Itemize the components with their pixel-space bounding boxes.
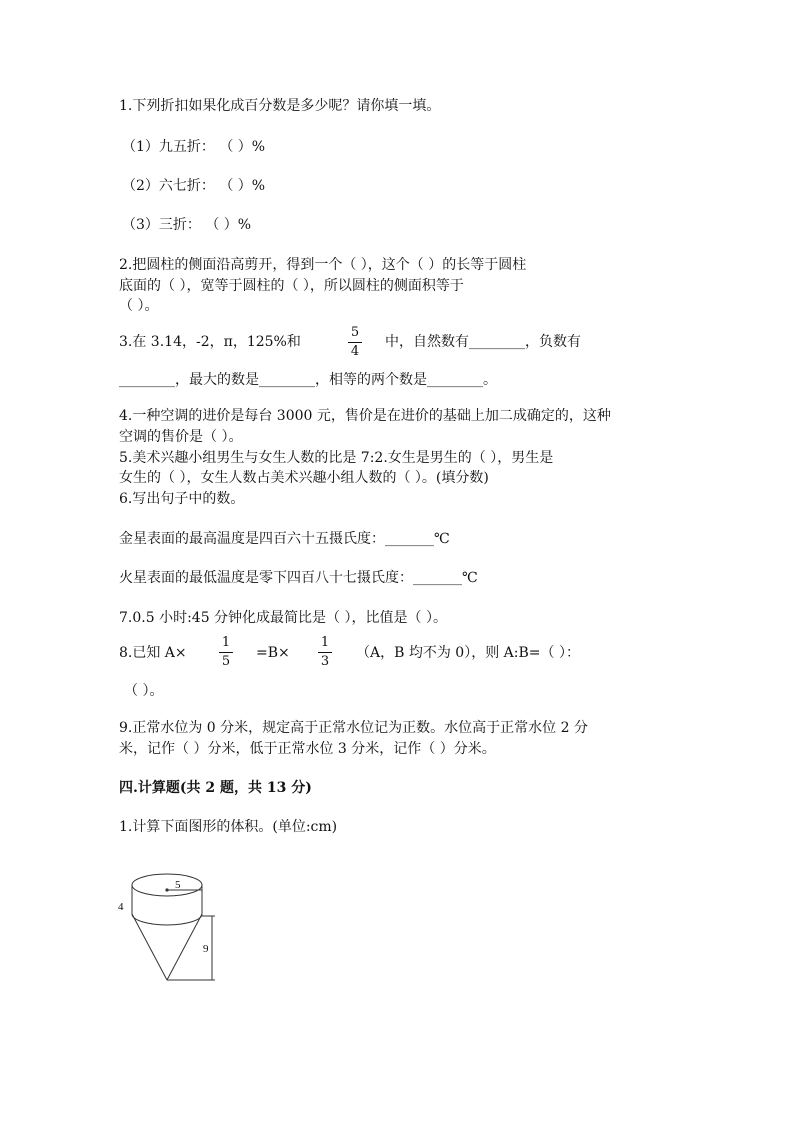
q7-line-1: 7.0.5 小时:45 分钟化成最简比是（ ），比值是（ ）。 [119, 610, 447, 626]
q8-frac1-num: 1 [221, 635, 231, 650]
cone-height-label: 9 [203, 943, 209, 955]
cylinder-bottom-edge [132, 914, 202, 925]
q2-line-2: 底面的（ ），宽等于圆柱的（ ），所以圆柱的侧面积等于 [119, 278, 464, 294]
section-4-q1: 1.计算下面图形的体积。(单位:cm) [119, 819, 338, 835]
q5-line-1: 5.美术兴趣小组男生与女生人数的比是 7:2.女生是男生的（ ），男生是 [119, 450, 554, 466]
q8-frac2-den: 3 [320, 654, 330, 669]
q2-line-3: （ ）。 [119, 298, 159, 314]
q1-item-3: （3）三折： （ ）% [122, 217, 252, 233]
q5-line-2: 女生的（ ），女生人数占美术兴趣小组人数的（ ）。(填分数) [119, 470, 489, 486]
q8-part-2: =B× [256, 645, 290, 661]
q8-part-3: （A，B 均不为 0），则 A:B=（ ）： [356, 645, 580, 661]
cylinder-cone-figure [115, 868, 225, 988]
q6-item-1: 金星表面的最高温度是四百六十五摄氏度：_______℃ [119, 531, 450, 547]
fraction-bar [318, 652, 332, 653]
cylinder-top-ellipse [132, 874, 202, 896]
q1-item-2: （2）六七折： （ ）% [122, 178, 266, 194]
q4-line-1: 4.一种空调的进价是每台 3000 元，售价是在进价的基础上加二成确定的，这种 [119, 408, 611, 424]
q2-line-1: 2.把圆柱的侧面沿高剪开，得到一个（ ），这个（ ）的长等于圆柱 [119, 257, 527, 273]
cylinder-height-label: 4 [118, 901, 124, 913]
q6-item-2: 火星表面的最低温度是零下四百八十七摄氏度：_______℃ [119, 570, 478, 586]
q9-line-1: 9.正常水位为 0 分米，规定高于正常水位记为正数。水位高于正常水位 2 分 [119, 720, 588, 736]
q6-title: 6.写出句子中的数。 [119, 491, 245, 507]
q8-frac1-den: 5 [221, 654, 231, 669]
section-4-heading: 四.计算题(共 2 题，共 13 分) [119, 780, 312, 796]
q3-frac-num: 5 [350, 325, 360, 340]
q3-line-2: ________，最大的数是________，相等的两个数是________。 [119, 372, 497, 388]
fraction-bar [348, 342, 362, 343]
q1-item-1: （1）九五折： （ ）% [122, 139, 266, 155]
q3-frac-den: 4 [350, 344, 360, 359]
q3-line-1a: 3.在 3.14，-2，π，125%和 [119, 334, 301, 350]
q4-line-2: 空调的售价是（ ）。 [119, 429, 243, 445]
q1-title: 1.下列折扣如果化成百分数是多少呢？请你填一填。 [119, 98, 441, 114]
q9-line-2: 米，记作（ ）分米，低于正常水位 3 分米，记作（ ）分米。 [119, 741, 496, 757]
radius-label: 5 [175, 879, 181, 891]
q8-part-1: 8.已知 A× [119, 645, 187, 661]
q3-line-1b: 中，自然数有________，负数有 [385, 334, 581, 350]
fraction-bar [219, 652, 233, 653]
q8-line-2: （ ）。 [124, 683, 164, 699]
q3-fraction [348, 325, 362, 360]
q8-fraction-2 [318, 635, 332, 670]
q8-frac2-num: 1 [320, 635, 330, 650]
q8-fraction-1 [219, 635, 233, 670]
